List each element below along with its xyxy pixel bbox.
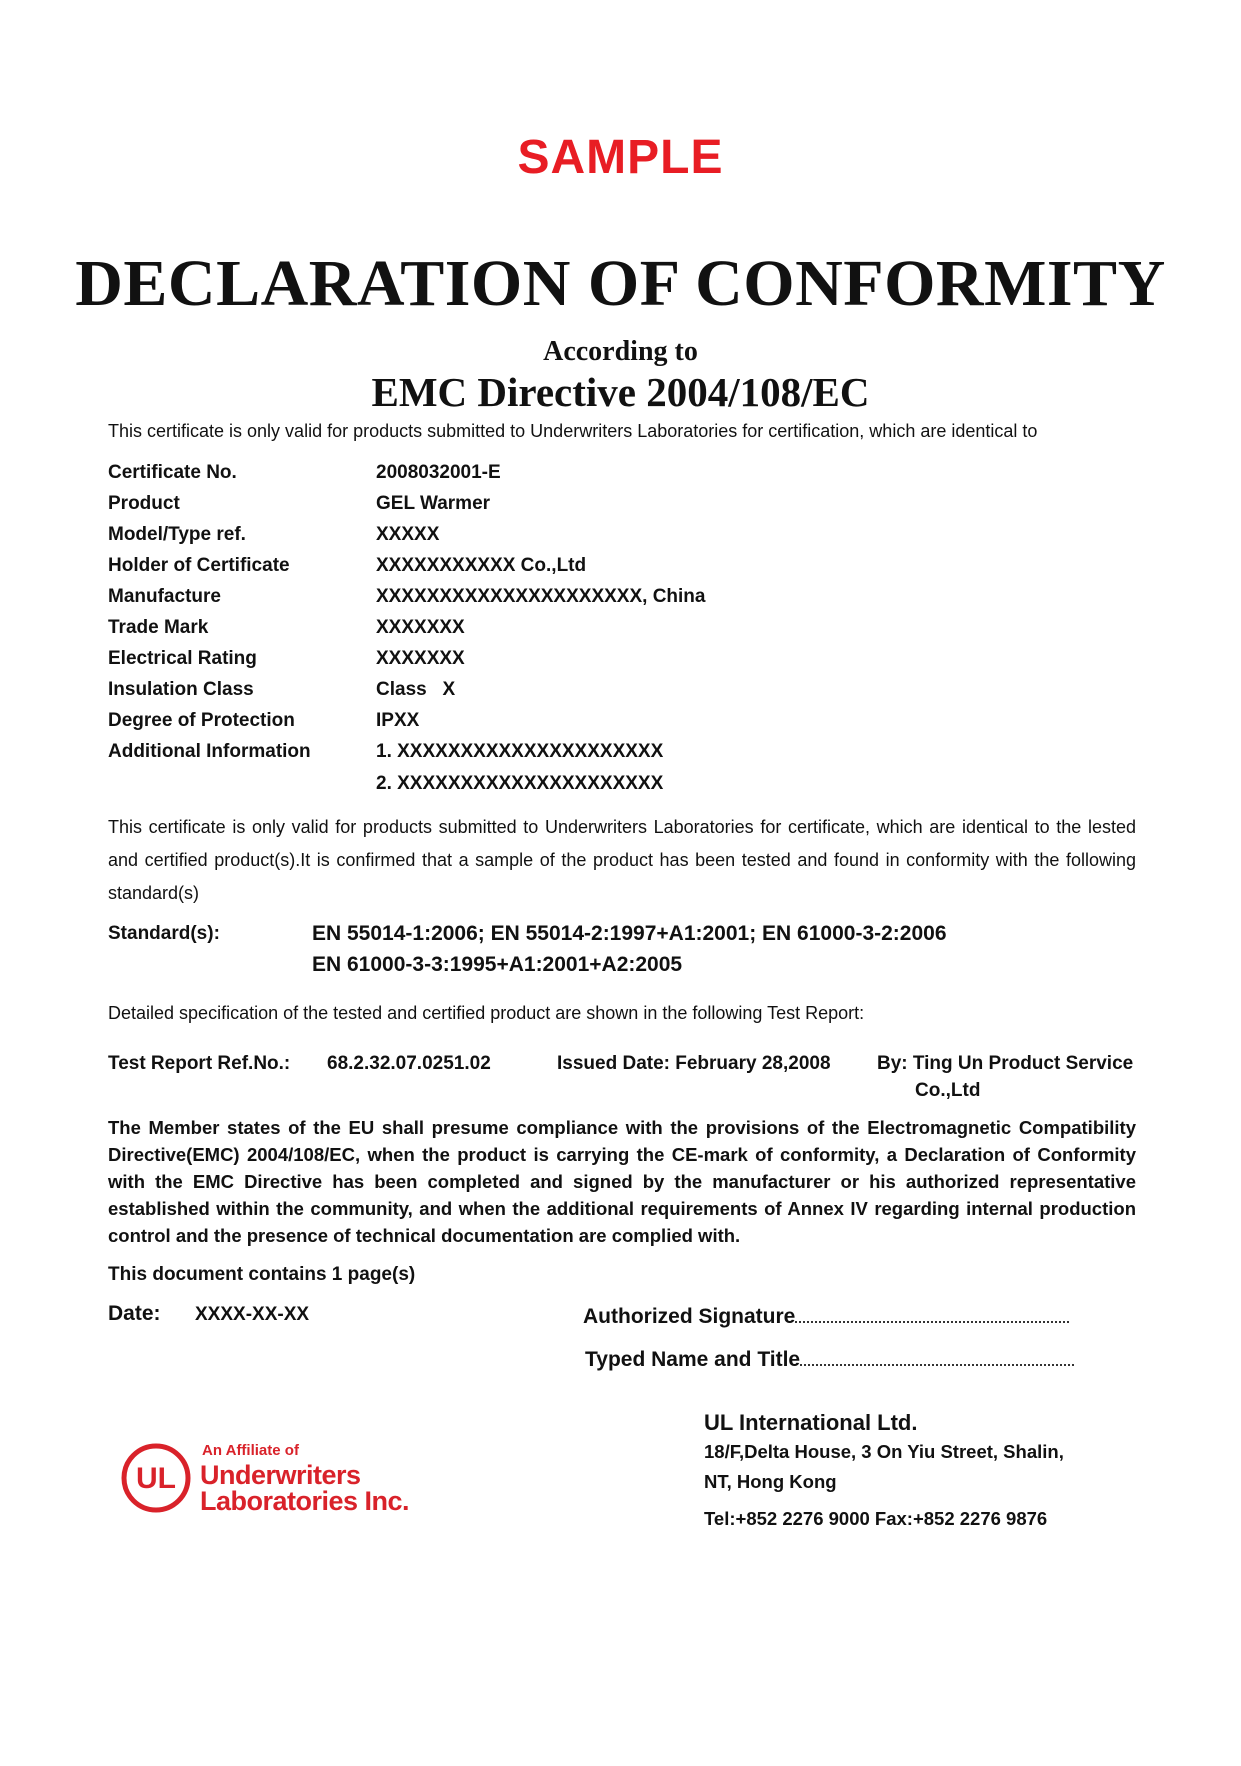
field-label-model: Model/Type ref.: [108, 524, 246, 545]
field-label-holder: Holder of Certificate: [108, 555, 290, 576]
detail-text: Detailed specification of the tested and certified product are shown in the following Test Report:: [108, 1003, 865, 1023]
logo-laboratories: Laboratories Inc.: [200, 1486, 410, 1516]
typed-name-label: Typed Name and Title: [585, 1348, 801, 1371]
pages-note: This document contains 1 page(s): [108, 1264, 416, 1285]
issuer-name: UL International Ltd.: [704, 1410, 918, 1435]
field-value-certificate-no: 2008032001-E: [376, 462, 501, 483]
document-title: DECLARATION OF CONFORMITY: [75, 247, 1166, 320]
field-value-electrical-rating: XXXXXXX: [376, 648, 465, 669]
directive-title: EMC Directive 2004/108/EC: [371, 369, 870, 415]
field-value-degree-of-protection: IPXX: [376, 710, 420, 731]
field-value-holder: XXXXXXXXXXX Co.,Ltd: [376, 555, 587, 576]
test-report-ref-label: Test Report Ref.No.:: [108, 1053, 291, 1074]
field-value-manufacture: XXXXXXXXXXXXXXXXXXXXX, China: [376, 586, 706, 607]
signature-dotted-line: [795, 1301, 1069, 1323]
standard-line-2: EN 61000-3-3:1995+A1:2001+A2:2005: [312, 953, 683, 976]
field-label-manufacture: Manufacture: [108, 586, 221, 607]
according-to-label: According to: [543, 336, 698, 367]
field-label-certificate-no: Certificate No.: [108, 462, 237, 483]
field-label-additional-info: Additional Information: [108, 741, 311, 762]
issuer-address-line-1: 18/F,Delta House, 3 On Yiu Street, Shalin,: [704, 1441, 1064, 1462]
field-label-trade-mark: Trade Mark: [108, 617, 209, 638]
field-value-trade-mark: XXXXXXX: [376, 617, 465, 638]
sample-watermark: SAMPLE: [517, 131, 724, 184]
authorized-signature-label: Authorized Signature: [583, 1305, 796, 1328]
validity-paragraph: This certificate is only valid for products submitted to Underwriters Laboratories for certificate, which are identical to the lested and certified product(s).It is confirmed that a sample of the product has been tested and found in conformity with the following standard(s): [108, 817, 1136, 903]
test-report-by: By: Ting Un Product Service: [877, 1053, 1134, 1074]
member-states-paragraph: The Member states of the EU shall presume compliance with the provisions of the Electromagnetic Compatibility Directive(EMC) 2004/108/EC, when the product is carrying the CE-mark of conformity, a Declaration of Conformity with the EMC Directive has been completed and signed by the manufacturer or his authorized representative established within the community, and when the additional requirements of Annex IV regarding internal production control and the presence of technical documentation are complied with.: [108, 1117, 1136, 1246]
standards-label: Standard(s):: [108, 923, 220, 944]
test-report-issued-date: Issued Date: February 28,2008: [557, 1053, 831, 1074]
typed-name-dotted-line: [800, 1344, 1074, 1366]
logo-underwriters: Underwriters: [200, 1460, 361, 1490]
field-label-insulation-class: Insulation Class: [108, 679, 254, 700]
intro-text: This certificate is only valid for products submitted to Underwriters Laboratories for certification, which are identical to: [108, 421, 1038, 441]
field-label-product: Product: [108, 493, 180, 514]
authorized-signature-line: [583, 1301, 1069, 1329]
field-value-model: XXXXX: [376, 524, 440, 545]
test-report-ref-value: 68.2.32.07.0251.02: [327, 1053, 491, 1074]
test-report-by-cont: Co.,Ltd: [915, 1080, 981, 1101]
standard-line-1: EN 55014-1:2006; EN 55014-2:1997+A1:2001; EN 61000-3-2:2006: [312, 922, 947, 945]
field-value-product: GEL Warmer: [376, 493, 491, 514]
ul-logo-icon: [120, 1442, 192, 1514]
field-value-additional-info-2: 2. XXXXXXXXXXXXXXXXXXXXX: [376, 773, 664, 794]
ul-logo-mark: UL: [136, 1462, 176, 1495]
date-label: Date:: [108, 1302, 161, 1325]
field-value-insulation-class: Class X: [376, 679, 456, 700]
field-value-additional-info-1: 1. XXXXXXXXXXXXXXXXXXXXX: [376, 741, 664, 762]
field-label-electrical-rating: Electrical Rating: [108, 648, 257, 669]
typed-name-line: [585, 1344, 1074, 1372]
field-label-degree-of-protection: Degree of Protection: [108, 710, 295, 731]
issuer-address-line-2: NT, Hong Kong: [704, 1471, 837, 1492]
issuer-contact: Tel:+852 2276 9000 Fax:+852 2276 9876: [704, 1508, 1048, 1529]
date-value: XXXX-XX-XX: [195, 1304, 310, 1325]
logo-affiliate-text: An Affiliate of: [202, 1442, 299, 1459]
